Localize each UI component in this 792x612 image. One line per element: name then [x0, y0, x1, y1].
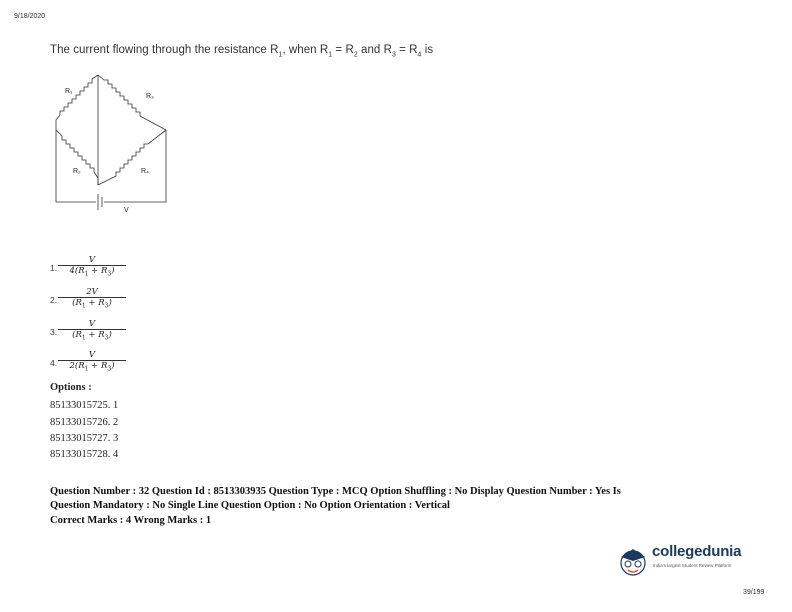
- option-4-number: 4.: [50, 358, 58, 368]
- question-meta-line-1: Question Number : 32 Question Id : 8513303935 Question Type : MCQ Option Shuffling : No Display Question Number : Yes Is: [50, 486, 621, 497]
- collegedunia-logo: [616, 543, 766, 583]
- option-2-number: 2.: [50, 295, 58, 305]
- logo-name: collegedunia: [652, 543, 742, 560]
- label-v: V: [124, 207, 129, 214]
- circuit-diagram: [48, 70, 178, 220]
- resistor-r3: [98, 75, 166, 130]
- question-meta-line-3: Correct Marks : 4 Wrong Marks : 1: [50, 515, 212, 526]
- option-4-numerator: V: [88, 350, 96, 360]
- logo-tagline: India's largest Student Review Platform: [653, 563, 732, 568]
- option-1-number: 1.: [50, 263, 58, 273]
- label-r2: R₂: [73, 168, 81, 175]
- question-meta-line-2: Question Mandatory : No Single Line Question Option : No Option Orientation : Vertical: [50, 500, 450, 511]
- mascot-icon: [616, 543, 650, 579]
- option-id-2: 85133015726. 2: [50, 417, 119, 428]
- option-3-denominator: $(R_1 + R_3)$: [72, 330, 112, 342]
- resistor-r1: [56, 75, 98, 130]
- option-4-denominator: $2(R_1 + R_3)$: [69, 361, 115, 373]
- resistor-r4: [98, 130, 166, 185]
- label-r3: R₃: [146, 93, 154, 100]
- resistor-r2: [56, 130, 98, 185]
- option-3-fraction: [58, 319, 126, 344]
- print-date: 9/18/2020: [14, 13, 46, 20]
- page-number: 39/199: [743, 589, 765, 596]
- option-3-number: 3.: [50, 327, 58, 337]
- option-2-numerator: 2V: [86, 287, 98, 297]
- option-id-4: 85133015728. 4: [50, 449, 119, 460]
- question-text: The current flowing through the resistance $R_1$, when $R_1 = R_2$ and $R_3 = R_4$ is: [50, 44, 434, 59]
- option-3-numerator: V: [88, 319, 96, 329]
- option-2-denominator: $(R_1 + R_3)$: [72, 298, 112, 310]
- option-id-3: 85133015727. 3: [50, 433, 119, 444]
- option-1-denominator: $4(R_1 + R_3)$: [69, 266, 115, 278]
- label-r4: R₄: [141, 168, 149, 175]
- battery-wire-right: [104, 130, 166, 202]
- option-id-1: 85133015725. 1: [50, 400, 119, 411]
- option-1-numerator: V: [88, 255, 96, 265]
- option-4-fraction: [58, 350, 126, 375]
- option-1-fraction: [58, 255, 126, 280]
- options-heading: Options :: [50, 382, 92, 393]
- label-r1: R₁: [65, 88, 73, 95]
- option-2-fraction: [58, 287, 126, 312]
